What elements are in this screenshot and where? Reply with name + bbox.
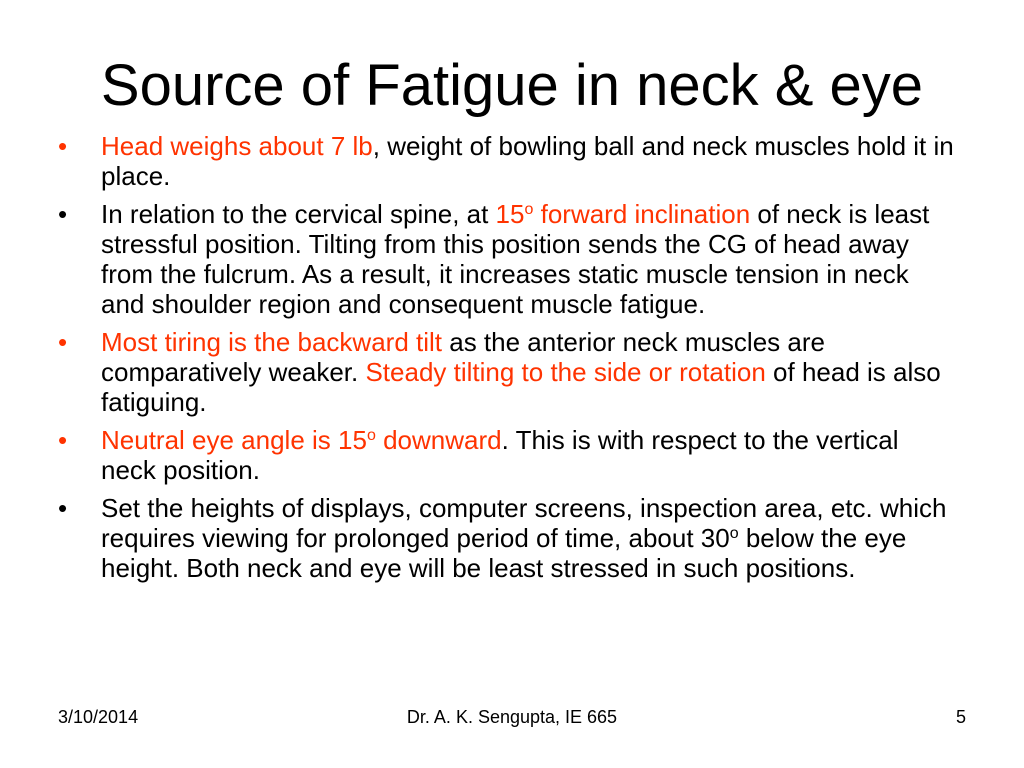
highlight-text: Steady tilting to the side or rotation xyxy=(365,357,766,387)
bullet-item-display-heights xyxy=(58,493,958,583)
body-text: as the anterior neck muscles are comparatively weaker. xyxy=(101,327,825,387)
body-text: Set the heights of displays, computer screens, inspection area, etc. which requires viewing for prolonged period of time, about 30 xyxy=(101,493,947,553)
bullet-item-cervical-spine xyxy=(58,199,958,319)
bullet-item-eye-angle xyxy=(58,425,958,485)
body-text: of neck is least stressful position. Tilting from this position sends the CG of head away from the fulcrum. As a result, it increases static muscle tension in neck and shoulder region and consequent muscle fatigue. xyxy=(101,199,930,319)
highlight-text: 15 xyxy=(495,199,525,229)
highlight-text: Neutral eye angle is 15 xyxy=(101,425,367,455)
footer-author: Dr. A. K. Sengupta, IE 665 xyxy=(406,707,618,727)
footer-page-number: 5 xyxy=(955,707,966,727)
body-text: . This is with respect to the vertical neck position. xyxy=(101,425,899,485)
body-text: below the eye height. Both neck and eye will be least stressed in such positions. xyxy=(101,523,907,583)
degree-superscript: o xyxy=(366,427,376,444)
bullet-marker: • xyxy=(58,425,68,455)
footer-date: 3/10/2014 xyxy=(58,707,139,727)
degree-superscript: o xyxy=(729,525,739,542)
bullet-item-head-weight xyxy=(58,131,958,191)
bullet-marker: • xyxy=(58,131,68,161)
bullet-marker: • xyxy=(58,493,68,523)
highlight-text: downward xyxy=(375,425,502,455)
body-text: In relation to the cervical spine, at xyxy=(101,199,496,229)
highlight-text: Most tiring is the backward tilt xyxy=(101,327,443,357)
body-text: of head is also fatiguing. xyxy=(101,357,941,417)
bullet-marker: • xyxy=(58,327,68,357)
slide-title: Source of Fatigue in neck & eye xyxy=(100,53,924,118)
bullet-item-backward-tilt xyxy=(58,327,958,417)
highlight-text: forward inclination xyxy=(533,199,751,229)
highlight-text: Head weighs about 7 lb xyxy=(101,131,373,161)
degree-superscript: o xyxy=(524,201,534,218)
bullet-marker: • xyxy=(58,199,68,229)
body-text: , weight of bowling ball and neck muscles hold it in place. xyxy=(101,131,954,191)
bullet-list xyxy=(58,131,958,591)
